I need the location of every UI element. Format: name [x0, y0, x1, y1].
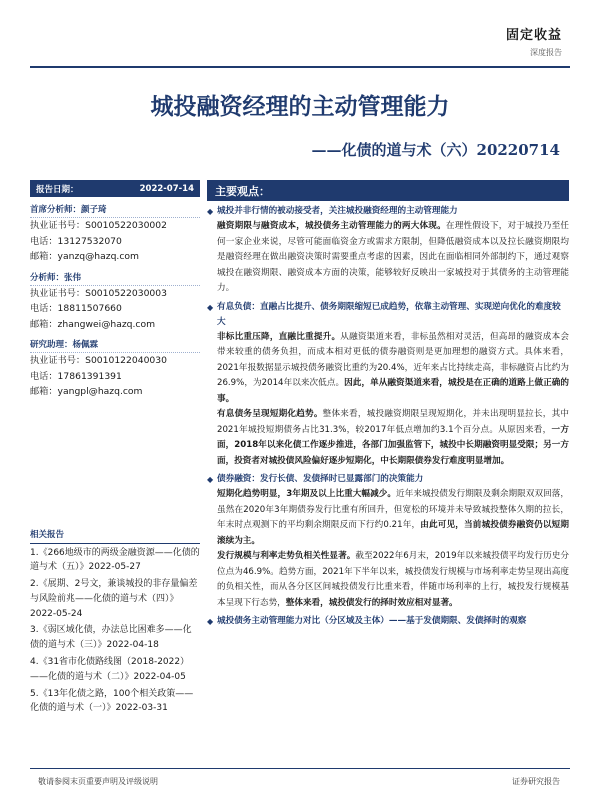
related-reports-list	[30, 546, 200, 717]
analyst-role: 分析师：张伟	[30, 271, 200, 286]
related-report-item: 4.《31省市化债路线图（2018-2022）——化债的道与术（二）》2022-04-05	[30, 657, 190, 682]
related-report-item: 5.《13年化债之路，100个相关政策——化债的道与术（一）》2022-03-31	[30, 688, 194, 714]
key-point-paragraph	[207, 330, 569, 408]
analyst-contact-line: 邮箱：zhangwei@hazq.com	[30, 318, 156, 330]
key-point-bullet-text: 城投债务主动管理能力对比（分区域及主体）——基于发债期限、发债择时的观察	[217, 616, 527, 626]
category-label: 固定收益	[505, 28, 562, 43]
report-date-bar	[30, 180, 200, 197]
related-report-item: 3.《弱区域化债，办法总比困难多——化债的道与术（三）》2022-04-18	[30, 625, 192, 651]
related-report-item: 1.《266地级市的两级金融资源——化债的道与术（五）》2022-05-27	[30, 547, 200, 573]
emphasis-text: 非标比重压降，直融比重提升。	[217, 331, 341, 342]
page-subtitle: ——化债的道与术（六）20220714	[311, 141, 560, 159]
analyst-role: 首席分析师：颜子琦	[30, 203, 200, 218]
body-text: 截至2022年6月末，2019年以来城投债平均发行历史分位点为46.9%。趋势方面，2021年下半年以来，城投债发行规模与市场利率走势呈现出高度的负相关性，而从各分区区间城投债发行比重来看，伴随市场利率的上行，城投发行规模基本呈现下行态势，	[217, 551, 569, 608]
key-point-bullet-text: 债券融资：发行长债、发债择时已显露部门的决策能力	[217, 474, 424, 484]
bullet-marker-icon: ◆	[207, 302, 214, 312]
key-point-paragraph	[207, 219, 569, 297]
bullet-marker-icon: ◆	[207, 617, 214, 626]
emphasis-text: 因此，单从融资渠道来看，城投是在正确的道路上做正确的事。	[217, 378, 569, 404]
analyst-contact-line: 邮箱：yanzq@hazq.com	[30, 251, 139, 262]
analyst-list	[30, 203, 200, 400]
body-text: 近年来城投债发行期限及剩余期限双双回落，虽然在2020年3年期债券发行比重有所回升，但宽松的环境并未导致城投整体久期的拉长，年末时点观测下的平均剩余期限反而下行约0.21年，	[217, 489, 569, 530]
footer-label: 证券研究报告	[512, 777, 560, 786]
emphasis-text: 由此可见，当前城投债券融资仍以短期滚续为主。	[217, 520, 569, 546]
analyst-contact-line: 电话：17861391391	[30, 370, 122, 382]
emphasis-text: 融资期限与融资成本，城投债务主动管理能力的两大体现。	[217, 221, 446, 231]
body-text: 在理性假设下，对于城投乃至任何一家企业来说，尽管可能面临资金方或需求方限制，但降低融资成本以及拉长融资期限均是融资经理在做出融资决策时需要重点考虑的因素，因此在面临相同外部制约下，通过观察城投在融资期限、融资成本方面的决策，能够较好反映出一家城投对于其债务的主动管理能力。	[217, 221, 569, 293]
report-category	[506, 24, 562, 58]
analyst-contact-line: 执业证书号：S0010522030003	[30, 287, 167, 299]
page-title: 城投融资经理的主动管理能力	[150, 93, 450, 120]
header-divider	[30, 66, 570, 68]
report-type-label: 深度报告	[530, 48, 562, 57]
emphasis-text: 短期化趋势明显，3年期及以上比重大幅减少。	[217, 489, 397, 499]
emphasis-text: 一方面，2018年以来化债工作逐步推进，各部门加强监管下，城投中长期融资明显受限；另一方面，投资者对城投债风险偏好逐步短期化，中长期限债券发行难度明显增加。	[217, 424, 569, 466]
date-value: 2022-07-14	[139, 183, 194, 194]
emphasis-text: 有息债务呈现短期化趋势。	[217, 409, 323, 419]
analyst-contact-line: 执业证书号：S0010122040030	[30, 355, 167, 366]
bullet-marker-icon: ◆	[207, 475, 214, 484]
key-point-bullet	[207, 300, 569, 330]
key-point-bullet	[207, 204, 569, 219]
key-points-header: 主要观点：	[207, 180, 569, 201]
emphasis-text: 整体来看，城投债发行的择时效应相对显著。	[285, 597, 458, 608]
related-reports-heading: 相关报告	[30, 528, 200, 544]
bullet-marker-icon: ◆	[207, 207, 214, 216]
footer-disclaimer: 敬请参阅末页重要声明及评级说明	[38, 777, 158, 786]
analyst-contact-line: 电话：18811507660	[30, 303, 122, 314]
body-text: 从融资渠道来看，非标虽然相对灵活，但高昂的融资成本会带来较重的债务负担，而成本相对更低的债券融资则是更加理想的融资方式。具体来看，2021年报数据显示城投债务融资比重约为20.4%，近年来占比持续走高，非标融资占比约为26.9%，为2014年以来次低点。	[217, 331, 569, 388]
key-points-panel	[207, 180, 569, 629]
related-report-item: 2.《展期、2号文，兼谈城投的非存量偏差与风险前兆——化债的道与术（四）》2022-05-24	[30, 579, 198, 619]
key-point-bullet-text: 有息负债：直融占比提升、债务期限缩短已成趋势，依靠主动管理、实现逆向优化的难度较大	[217, 301, 561, 327]
analyst-sidebar	[30, 180, 200, 716]
date-label: 报告日期：	[36, 184, 79, 195]
key-point-paragraph	[207, 487, 569, 549]
body-text: 整体来看，城投融资期限呈现短期化，并未出现明显拉长，其中2021年城投短期债务占比31.3%，较2017年低点增加约3.1个百分点。从原因来看，	[217, 409, 569, 435]
analyst-contact-line: 电话：13127532070	[30, 235, 122, 247]
key-point-bullet	[207, 472, 569, 487]
key-point-paragraph	[207, 549, 569, 611]
footer-divider	[30, 768, 570, 769]
key-point-bullet	[207, 614, 569, 629]
key-point-paragraph	[207, 407, 569, 469]
key-points-content	[207, 204, 569, 629]
analyst-contact-line: 邮箱：yangpl@hazq.com	[30, 386, 143, 397]
analyst-contact-line: 执业证书号：S0010522030002	[30, 220, 167, 231]
key-point-bullet-text: 城投并非行情的被动接受者，关注城投融资经理的主动管理能力	[217, 206, 458, 216]
emphasis-text: 发行规模与利率走势负相关性显著。	[217, 551, 356, 561]
analyst-role: 研究助理：杨佩霖	[30, 338, 200, 353]
